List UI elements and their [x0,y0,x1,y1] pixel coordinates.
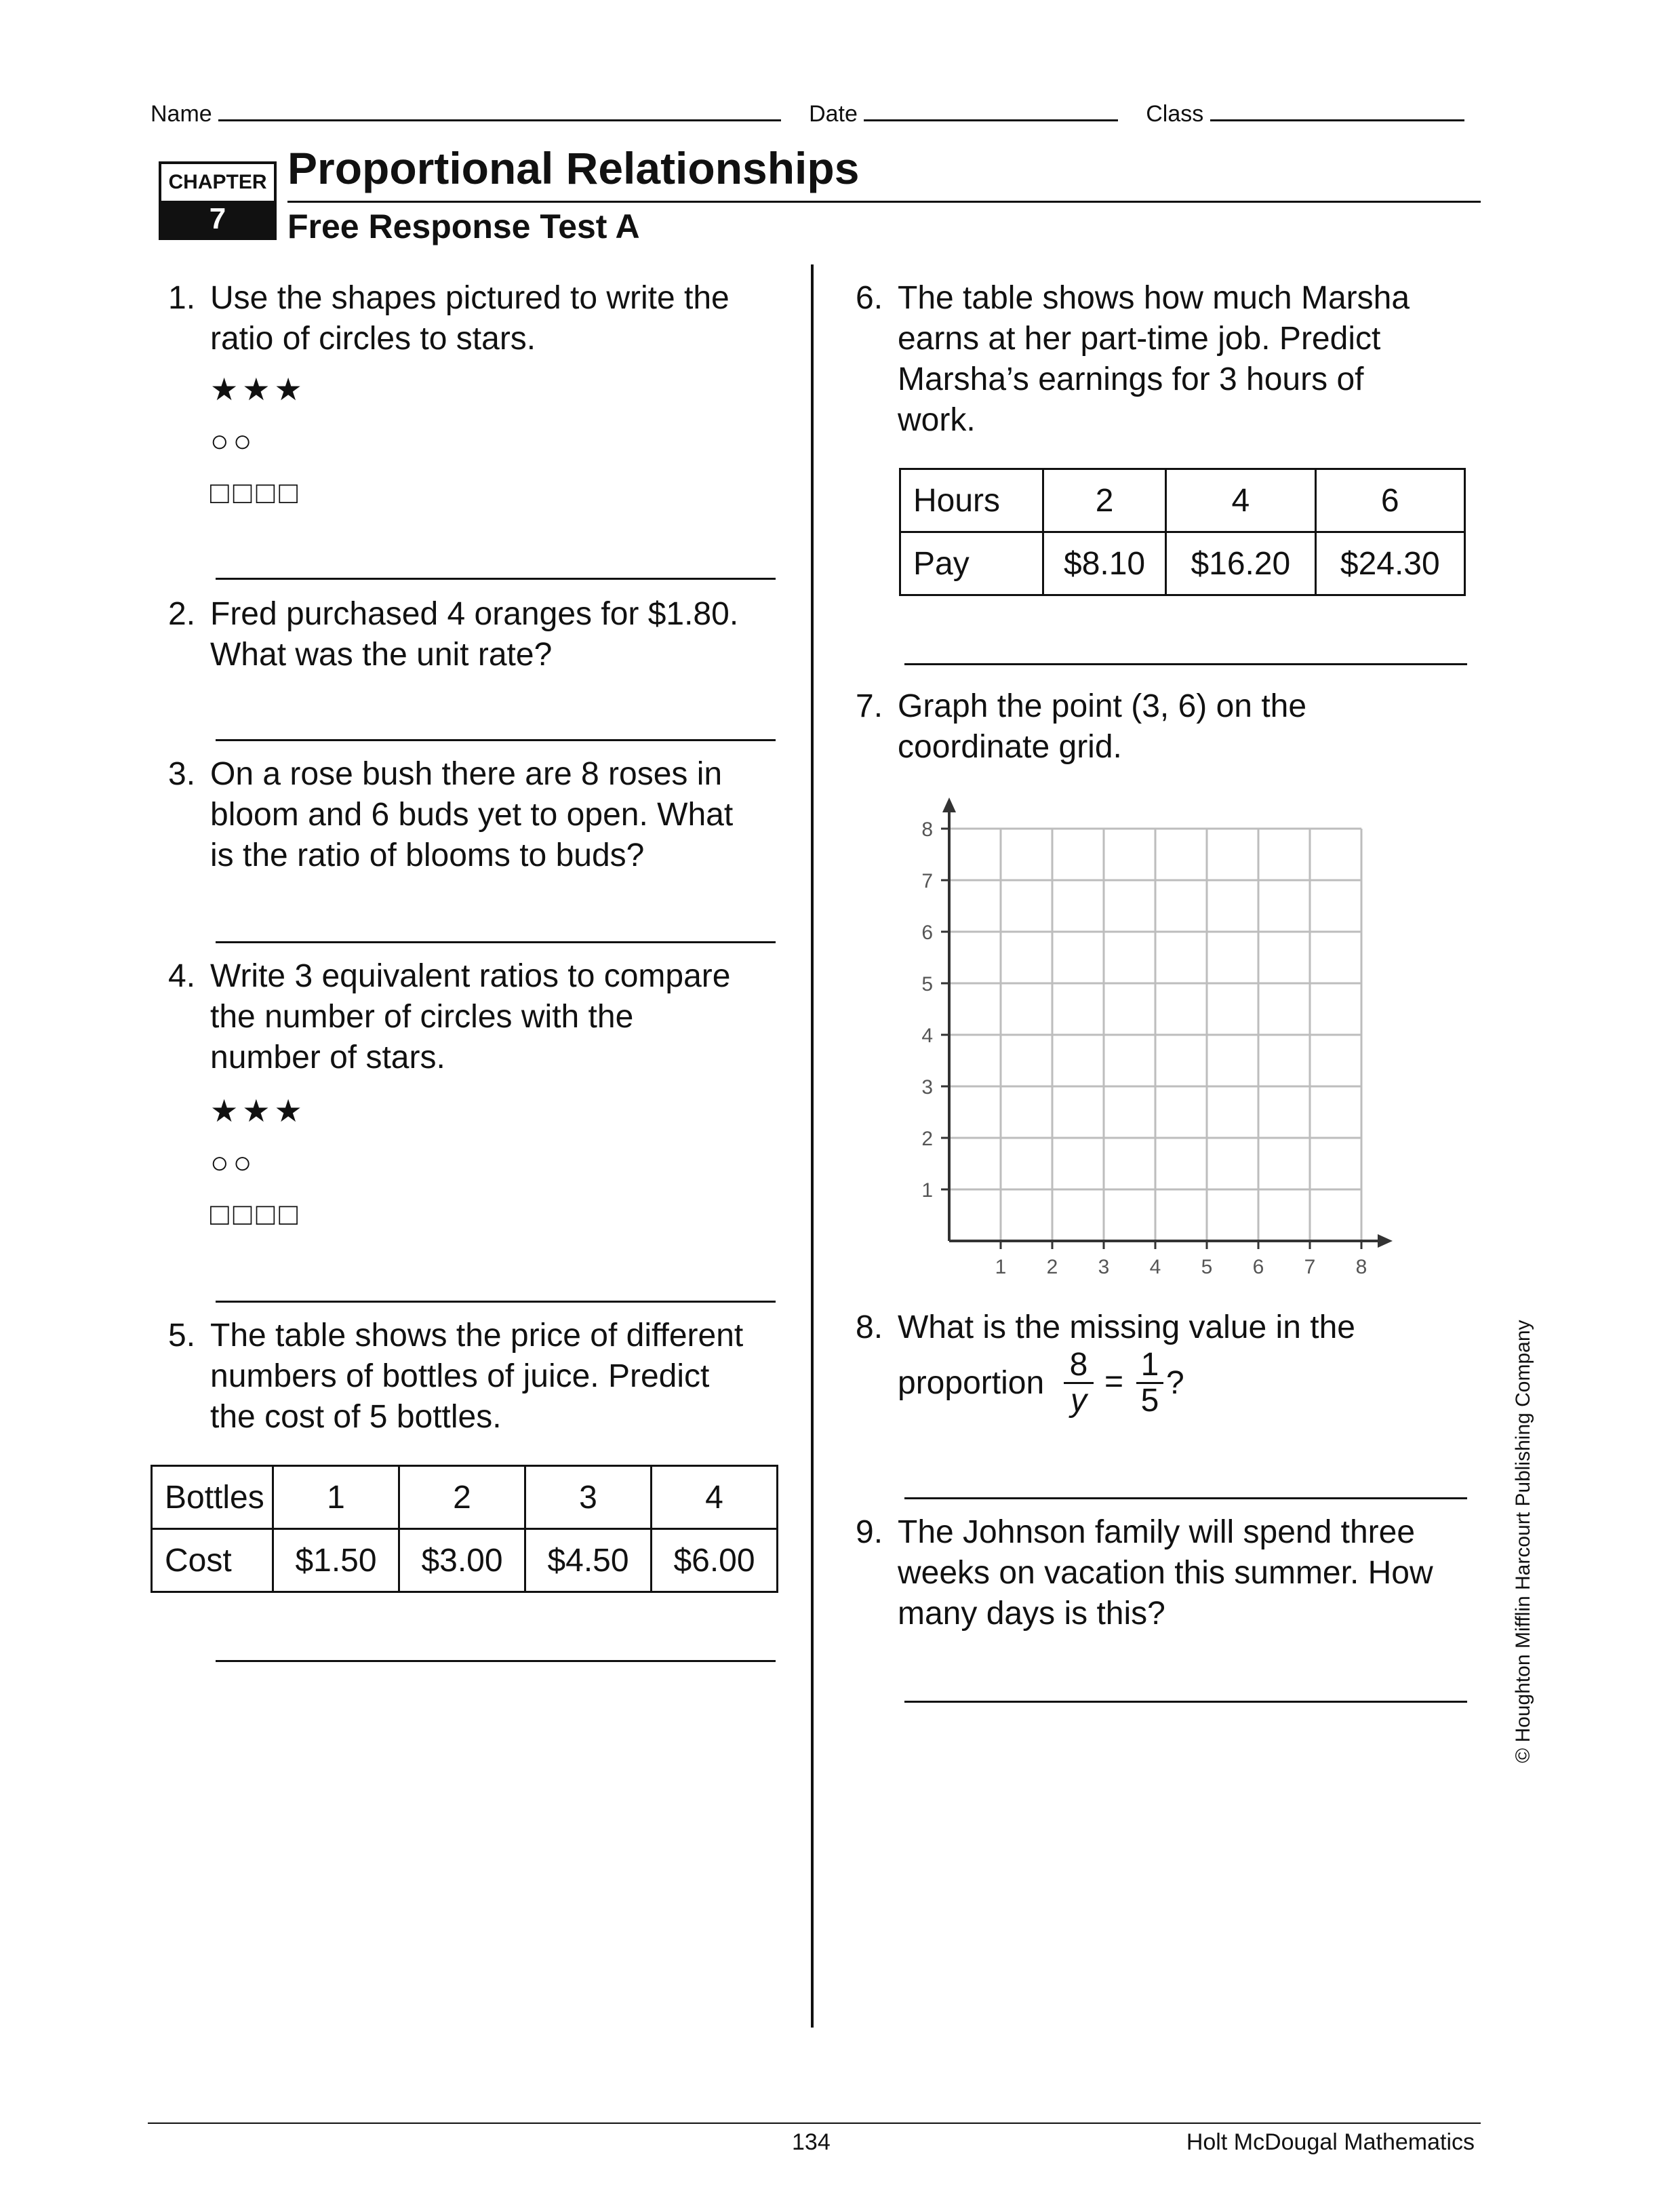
table-cell: Hours [900,469,1043,532]
name-label: Name [151,101,212,127]
publisher-name: Holt McDougal Mathematics [1186,2129,1475,2155]
question-5-line-2: numbers of bottles of juice. Predict [210,1358,710,1394]
question-6-line-3: Marsha’s earnings for 3 hours of [898,361,1364,397]
y-tick-label: 6 [921,922,933,944]
question-1-line-1: Use the shapes pictured to write the [210,280,730,316]
table-row [900,532,1465,595]
x-tick-label: 6 [1252,1256,1264,1278]
answer-line-4[interactable] [216,1301,776,1303]
question-2-line-1: Fred purchased 4 oranges for $1.80. [210,596,739,632]
y-tick-label: 5 [921,973,933,995]
fraction-2-denominator: 5 [1140,1383,1159,1419]
table-cell: 3 [525,1466,652,1529]
question-5-line-1: The table shows the price of different [210,1318,744,1354]
x-tick-label: 5 [1201,1256,1213,1278]
proportion-prefix: proportion [898,1365,1045,1401]
question-7-line-2: coordinate grid. [898,729,1122,765]
q1-stars: ★★★ [210,372,306,407]
answer-line-9[interactable] [904,1701,1467,1703]
chapter-label: CHAPTER [168,171,267,193]
x-tick-label: 7 [1304,1256,1316,1278]
table-cell: $16.20 [1166,532,1315,595]
question-7-line-1: Graph the point (3, 6) on the [898,688,1307,724]
title-rule [287,201,1481,203]
table-cell: $4.50 [525,1529,652,1592]
table-cell: 1 [273,1466,399,1529]
x-tick-label: 8 [1355,1256,1367,1278]
chapter-title: Proportional Relationships [287,143,860,193]
question-6-line-1: The table shows how much Marsha [898,280,1410,316]
footer-rule [148,2122,1481,2124]
table-cell: 4 [652,1466,778,1529]
proportion-suffix: ? [1166,1365,1184,1401]
question-9-line-2: weeks on vacation this summer. How [898,1555,1433,1591]
question-4-line-1: Write 3 equivalent ratios to compare [210,958,731,994]
fraction-2 [1136,1348,1163,1418]
equals-sign: = [1104,1364,1124,1400]
question-8-number: 8. [856,1309,883,1345]
fraction-1-numerator: 8 [1069,1347,1088,1383]
table-cell: 6 [1315,469,1464,532]
y-tick-label: 7 [921,870,933,892]
table-row [152,1466,778,1529]
x-tick-label: 4 [1149,1256,1161,1278]
question-9-line-1: The Johnson family will spend three [898,1514,1416,1550]
question-3-line-1: On a rose bush there are 8 roses in [210,756,723,792]
table-row [900,469,1465,532]
table-cell: $6.00 [652,1529,778,1592]
answer-line-8[interactable] [904,1497,1467,1499]
class-label: Class [1146,101,1204,127]
table-cell: 4 [1166,469,1315,532]
answer-line-3[interactable] [216,941,776,943]
q4-stars: ★★★ [210,1093,306,1128]
chapter-badge [159,161,277,240]
y-axis-arrow [942,797,956,812]
x-axis-arrow [1378,1234,1393,1248]
q4-squares: □□□□ [210,1196,302,1231]
table-row [152,1529,778,1592]
question-3-line-3: is the ratio of blooms to buds? [210,837,645,873]
pay-table [899,468,1466,596]
date-label: Date [809,101,858,127]
question-6-number: 6. [856,280,883,316]
y-tick-label: 1 [921,1179,933,1202]
page-number: 134 [792,2129,831,2155]
question-2-line-2: What was the unit rate? [210,637,553,673]
y-tick-label: 8 [921,818,933,841]
question-1-number: 1. [168,280,196,316]
fraction-1 [1064,1348,1094,1418]
question-7-number: 7. [856,688,883,724]
question-6-line-2: earns at her part-time job. Predict [898,321,1381,357]
name-row [151,99,1473,127]
y-tick-label: 2 [921,1128,933,1150]
x-tick-label: 3 [1098,1256,1110,1278]
q1-circles: ○○ [210,423,256,458]
question-1-line-2: ratio of circles to stars. [210,321,536,357]
question-5-number: 5. [168,1318,196,1354]
chapter-number: 7 [161,201,274,237]
answer-line-5[interactable] [216,1660,776,1662]
answer-line-2[interactable] [216,739,776,741]
x-tick-label: 2 [1046,1256,1058,1278]
question-9-number: 9. [856,1514,883,1550]
question-3-line-2: bloom and 6 buds yet to open. What [210,797,734,833]
answer-line-1[interactable] [216,578,776,580]
answer-line-6[interactable] [904,663,1467,665]
question-5-line-3: the cost of 5 bottles. [210,1399,502,1435]
chapter-subtitle: Free Response Test A [287,208,640,245]
table-cell: 2 [1043,469,1166,532]
y-tick-label: 4 [921,1025,933,1047]
table-cell: $8.10 [1043,532,1166,595]
date-field[interactable] [864,99,1118,121]
table-cell: $3.00 [399,1529,525,1592]
y-tick-label: 3 [921,1076,933,1099]
q1-squares: □□□□ [210,475,302,510]
class-field[interactable] [1210,99,1464,121]
question-8-line-1: What is the missing value in the [898,1309,1355,1345]
fraction-2-numerator: 1 [1140,1347,1159,1383]
table-cell: $24.30 [1315,532,1464,595]
question-4-line-3: number of stars. [210,1040,445,1075]
question-4-line-2: the number of circles with the [210,999,634,1035]
question-3-number: 3. [168,756,196,792]
table-cell: 2 [399,1466,525,1529]
table-cell: $1.50 [273,1529,399,1592]
name-field[interactable] [218,99,781,121]
juice-price-table [151,1465,778,1593]
table-cell: Cost [152,1529,273,1592]
copyright-notice: © Houghton Mifflin Harcourt Publishing Company [1512,1320,1534,1763]
x-tick-label: 1 [995,1256,1007,1278]
question-4-number: 4. [168,958,196,994]
table-cell: Pay [900,532,1043,595]
question-9-line-3: many days is this? [898,1596,1165,1632]
table-cell: Bottles [152,1466,273,1529]
q4-circles: ○○ [210,1145,256,1180]
column-divider [811,264,814,2028]
coordinate-grid[interactable] [902,793,1410,1282]
question-6-line-4: work. [898,402,976,438]
question-2-number: 2. [168,596,196,632]
fraction-1-denominator: y [1071,1383,1087,1419]
